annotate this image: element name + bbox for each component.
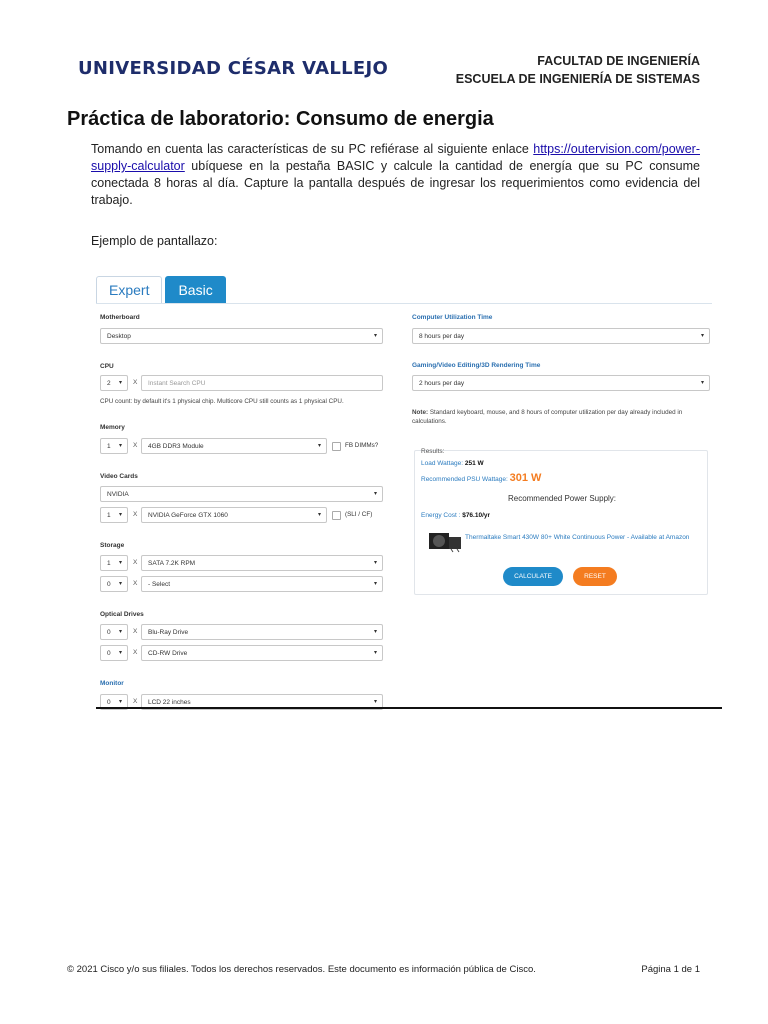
psu-wattage-label: Recommended PSU Wattage: bbox=[421, 476, 508, 483]
load-wattage-label: Load Wattage: bbox=[421, 460, 464, 467]
motherboard-value: Desktop bbox=[107, 332, 131, 340]
video-brand-select[interactable] bbox=[100, 486, 383, 502]
cpu-search-input[interactable] bbox=[141, 375, 383, 391]
chevron-down-icon: ▾ bbox=[317, 443, 321, 449]
energy-cost-label: Energy Cost : bbox=[421, 512, 461, 519]
optical-value-2: CD-RW Drive bbox=[148, 649, 188, 657]
chevron-down-icon: ▾ bbox=[118, 380, 122, 386]
tab-divider bbox=[96, 303, 712, 304]
recommended-psu-heading: Recommended Power Supply: bbox=[507, 494, 617, 503]
utilization-time-value: 8 hours per day bbox=[419, 332, 465, 340]
calculator-screenshot bbox=[96, 270, 722, 710]
video-card-value: NVIDIA GeForce GTX 1060 bbox=[148, 511, 228, 519]
instructions-text-1: Tomando en cuenta las características de su PC refiérase al siguiente enlace bbox=[91, 142, 534, 156]
monitor-label: Monitor bbox=[100, 680, 124, 687]
chevron-down-icon: ▾ bbox=[700, 380, 704, 386]
faculty-header bbox=[456, 52, 700, 88]
storage-label: Storage bbox=[100, 542, 125, 549]
calculator-tabs bbox=[96, 276, 226, 304]
calculator-link[interactable]: https://outervision.com/power-supply-calculator bbox=[91, 142, 700, 173]
gaming-time-select[interactable] bbox=[412, 375, 710, 391]
sli-checkbox[interactable] bbox=[332, 511, 341, 520]
chevron-down-icon: ▾ bbox=[373, 699, 377, 705]
note-text: Standard keyboard, mouse, and 8 hours of computer utilization per day already included in calculations. bbox=[412, 409, 683, 425]
cpu-note: CPU count: by default it's 1 physical chip. Multicore CPU still counts as 1 physical CPU. bbox=[100, 398, 344, 405]
memory-value: 4GB DDR3 Module bbox=[148, 442, 204, 450]
video-cards-label: Video Cards bbox=[100, 473, 138, 480]
energy-cost-row bbox=[421, 512, 490, 519]
utilization-time-label: Computer Utilization Time bbox=[412, 314, 493, 321]
page-number: Página 1 de 1 bbox=[641, 964, 700, 975]
screenshot-bottom-border bbox=[96, 707, 722, 709]
multiply-x: X bbox=[133, 698, 138, 705]
multiply-x: X bbox=[133, 379, 138, 386]
chevron-down-icon: ▾ bbox=[373, 491, 377, 497]
storage-value-2: - Select bbox=[148, 580, 171, 588]
tab-basic[interactable]: Basic bbox=[165, 276, 225, 303]
memory-select[interactable] bbox=[141, 438, 327, 454]
video-card-select[interactable] bbox=[141, 507, 327, 523]
gaming-time-value: 2 hours per day bbox=[419, 379, 465, 387]
chevron-down-icon: ▾ bbox=[317, 512, 321, 518]
video-count-value: 1 bbox=[107, 511, 111, 519]
storage-select-1[interactable] bbox=[141, 555, 383, 571]
chevron-down-icon: ▾ bbox=[118, 629, 122, 635]
results-title-text: Results: bbox=[421, 448, 445, 455]
fb-dimms-checkbox[interactable] bbox=[332, 442, 341, 451]
multiply-x: X bbox=[133, 580, 138, 587]
instructions-text-2: ubíquese en la pestaña BASIC y calcule la cantidad de energía que su PC consume conectada 8 horas al día. Capture la pantalla después de ingresar los requerimientos como evidencia del trabajo. bbox=[91, 159, 700, 207]
results-panel bbox=[414, 450, 708, 595]
cpu-count-select[interactable] bbox=[100, 375, 128, 391]
optical-count-1[interactable] bbox=[100, 624, 128, 640]
chevron-down-icon: ▾ bbox=[118, 699, 122, 705]
note-bold-label: Note: bbox=[412, 409, 429, 416]
multiply-x: X bbox=[133, 559, 138, 566]
psu-wattage-value: 301 W bbox=[509, 472, 542, 484]
storage-count-2[interactable] bbox=[100, 576, 128, 592]
chevron-down-icon: ▾ bbox=[373, 629, 377, 635]
chevron-down-icon: ▾ bbox=[373, 650, 377, 656]
optical-count-1-value: 0 bbox=[107, 628, 111, 636]
optical-count-2[interactable] bbox=[100, 645, 128, 661]
tab-expert[interactable]: Expert bbox=[96, 276, 162, 303]
chevron-down-icon: ▾ bbox=[373, 560, 377, 566]
page-title: Práctica de laboratorio: Consumo de energia bbox=[67, 108, 494, 130]
multiply-x: X bbox=[133, 628, 138, 635]
psu-wattage-row bbox=[421, 472, 541, 484]
chevron-down-icon: ▾ bbox=[700, 333, 704, 339]
monitor-value: LCD 22 inches bbox=[148, 698, 191, 706]
storage-count-2-value: 0 bbox=[107, 580, 111, 588]
storage-count-1[interactable] bbox=[100, 555, 128, 571]
energy-cost-value: $76.10/yr bbox=[462, 512, 491, 519]
monitor-count-value: 0 bbox=[107, 698, 111, 706]
memory-label: Memory bbox=[100, 424, 125, 431]
footer-copyright: © 2021 Cisco y/o sus filiales. Todos los derechos reservados. Este documento es información pública de Cisco. bbox=[67, 964, 536, 975]
multiply-x: X bbox=[133, 442, 138, 449]
optical-count-2-value: 0 bbox=[107, 649, 111, 657]
cpu-count-value: 2 bbox=[107, 379, 111, 387]
video-count-select[interactable] bbox=[100, 507, 128, 523]
fb-dimms-label: FB DIMMs? bbox=[345, 442, 379, 449]
memory-count-select[interactable] bbox=[100, 438, 128, 454]
example-label: Ejemplo de pantallazo: bbox=[91, 234, 218, 248]
memory-count-value: 1 bbox=[107, 442, 111, 450]
motherboard-select[interactable] bbox=[100, 328, 383, 344]
load-wattage-value: 251 W bbox=[464, 460, 484, 467]
optical-select-2[interactable] bbox=[141, 645, 383, 661]
university-logo bbox=[70, 40, 389, 96]
chevron-down-icon: ▾ bbox=[118, 650, 122, 656]
instructions-paragraph bbox=[91, 141, 700, 209]
optical-drives-label: Optical Drives bbox=[100, 611, 144, 618]
utilization-time-select[interactable] bbox=[412, 328, 710, 344]
video-brand-value: NVIDIA bbox=[107, 490, 129, 498]
chevron-down-icon: ▾ bbox=[118, 443, 122, 449]
chevron-down-icon: ▾ bbox=[118, 560, 122, 566]
sli-label: (SLI / CF) bbox=[345, 511, 373, 518]
calculate-button[interactable]: CALCULATE bbox=[503, 567, 563, 586]
reset-button[interactable]: RESET bbox=[573, 567, 617, 586]
motherboard-label: Motherboard bbox=[100, 314, 140, 321]
chevron-down-icon: ▾ bbox=[373, 333, 377, 339]
storage-count-1-value: 1 bbox=[107, 559, 111, 567]
multiply-x: X bbox=[133, 511, 138, 518]
gaming-time-label: Gaming/Video Editing/3D Rendering Time bbox=[412, 362, 541, 369]
cpu-label: CPU bbox=[100, 363, 114, 370]
storage-value-1: SATA 7.2K RPM bbox=[148, 559, 196, 567]
load-wattage-row bbox=[421, 460, 484, 467]
chevron-down-icon: ▾ bbox=[118, 581, 122, 587]
amazon-product-link[interactable]: Thermaltake Smart 430W 80+ White Continuous Power - Available at Amazon bbox=[465, 534, 690, 541]
chevron-down-icon: ▾ bbox=[118, 512, 122, 518]
optical-value-1: Blu-Ray Drive bbox=[148, 628, 189, 636]
cpu-search-placeholder: Instant Search CPU bbox=[148, 379, 206, 387]
university-name: UNIVERSIDAD CÉSAR VALLEJO bbox=[78, 57, 389, 79]
chevron-down-icon: ▾ bbox=[373, 581, 377, 587]
power-supply-image bbox=[427, 529, 463, 553]
multiply-x: X bbox=[133, 649, 138, 656]
optical-select-1[interactable] bbox=[141, 624, 383, 640]
calculation-note bbox=[412, 408, 702, 426]
school-name: ESCUELA DE INGENIERÍA DE SISTEMAS bbox=[455, 72, 700, 86]
storage-select-2[interactable] bbox=[141, 576, 383, 592]
faculty-name: FACULTAD DE INGENIERÍA bbox=[537, 54, 700, 68]
